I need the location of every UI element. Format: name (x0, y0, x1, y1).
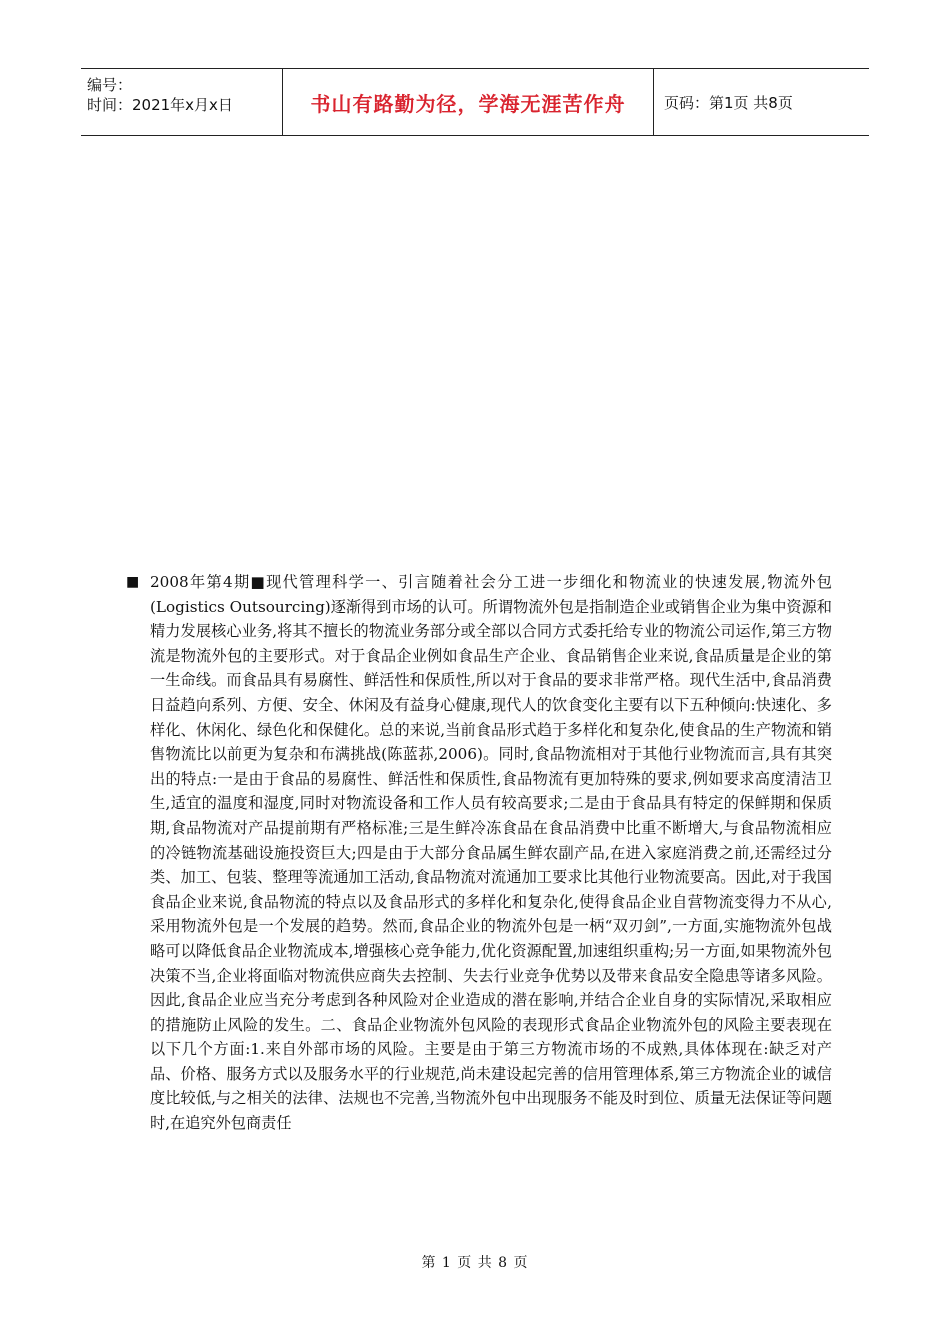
header-page-cell (654, 69, 869, 135)
page-footer: 第 1 页 共 8 页 (421, 1255, 529, 1271)
article-body (126, 570, 832, 1136)
bullet-square-icon: ■ (126, 574, 140, 590)
header-motto: 书山有路勤为径，学海无涯苦作舟 (310, 91, 626, 116)
document-header (81, 68, 869, 136)
header-motto-cell (282, 69, 654, 135)
article-paragraph: 2008年第4期■现代管理科学一、引言随着社会分工进一步细化和物流业的快速发展,物流外包(Logistics Outsourcing)逐渐得到市场的认可。所谓物流外包是指制造企业或销售企业为集中资源和精力发展核心业务,将其不擅长的物流业务部分或全部以合同方式委托给专业的物流公司运作,第三方物流是物流外包的主要形式。对于食品企业例如食品生产企业、食品销售企业来说,食品质量是企业的第一生命线。而食品具有易腐性、鲜活性和保质性,所以对于食品的要求非常严格。现代生活中,食品消费日益趋向系列、方便、安全、休闲及有益身心健康,现代人的饮食变化主要有以下五种倾向:快速化、多样化、休闲化、绿色化和保健化。总的来说,当前食品形式趋于多样化和复杂化,使食品的生产物流和销售物流比以前更为复杂和布满挑战(陈蓝荪,2006)。同时,食品物流相对于其他行业物流而言,具有其突出的特点:一是由于食品的易腐性、鲜活性和保质性,食品物流有更加特殊的要求,例如要求高度清洁卫生,适宜的温度和湿度,同时对物流设备和工作人员有较高要求;二是由于食品具有特定的保鲜期和保质期,食品物流对产品提前期有严格标准;三是生鲜冷冻食品在食品消费中比重不断增大,与食品物流相应的冷链物流基础设施投资巨大;四是由于大部分食品属生鲜农副产品,在进入家庭消费之前,还需经过分类、加工、包装、整理等流通加工活动,食品物流对流通加工要求比其他行业物流要高。因此,对于我国食品企业来说,食品物流的特点以及食品形式的多样化和复杂化,使得食品企业自营物流变得力不从心,采用物流外包是一个发展的趋势。然而,食品企业的物流外包是一柄“双刃剑”,一方面,实施物流外包战略可以降低食品企业物流成本,增强核心竞争能力,优化资源配置,加速组织重构;另一方面,如果物流外包决策不当,企业将面临对物流供应商失去控制、失去行业竞争优势以及带来食品安全隐患等诸多风险。因此,食品企业应当充分考虑到各种风险对企业造成的潜在影响,并结合企业自身的实际情况,采取相应的措施防止风险的发生。二、食品企业物流外包风险的表现形式食品企业物流外包的风险主要表现在以下几个方面:1.来自外部市场的风险。主要是由于第三方物流市场的不成熟,具体体现在:缺乏对产品、价格、服务方式以及服务水平的行业规范,尚未建设起完善的信用管理体系,第三方物流企业的诚信度比较低,与之相关的法律、法规也不完善,当物流外包中出现服务不能及时到位、质量无法保证等问题时,在追究外包商责任 (150, 573, 832, 1133)
header-meta (81, 69, 282, 135)
header-page-info: 页码：第1页 共8页 (664, 93, 793, 112)
document-time-label: 时间：2021年x月x日 (87, 96, 233, 114)
document-number-label: 编号： (87, 76, 133, 94)
